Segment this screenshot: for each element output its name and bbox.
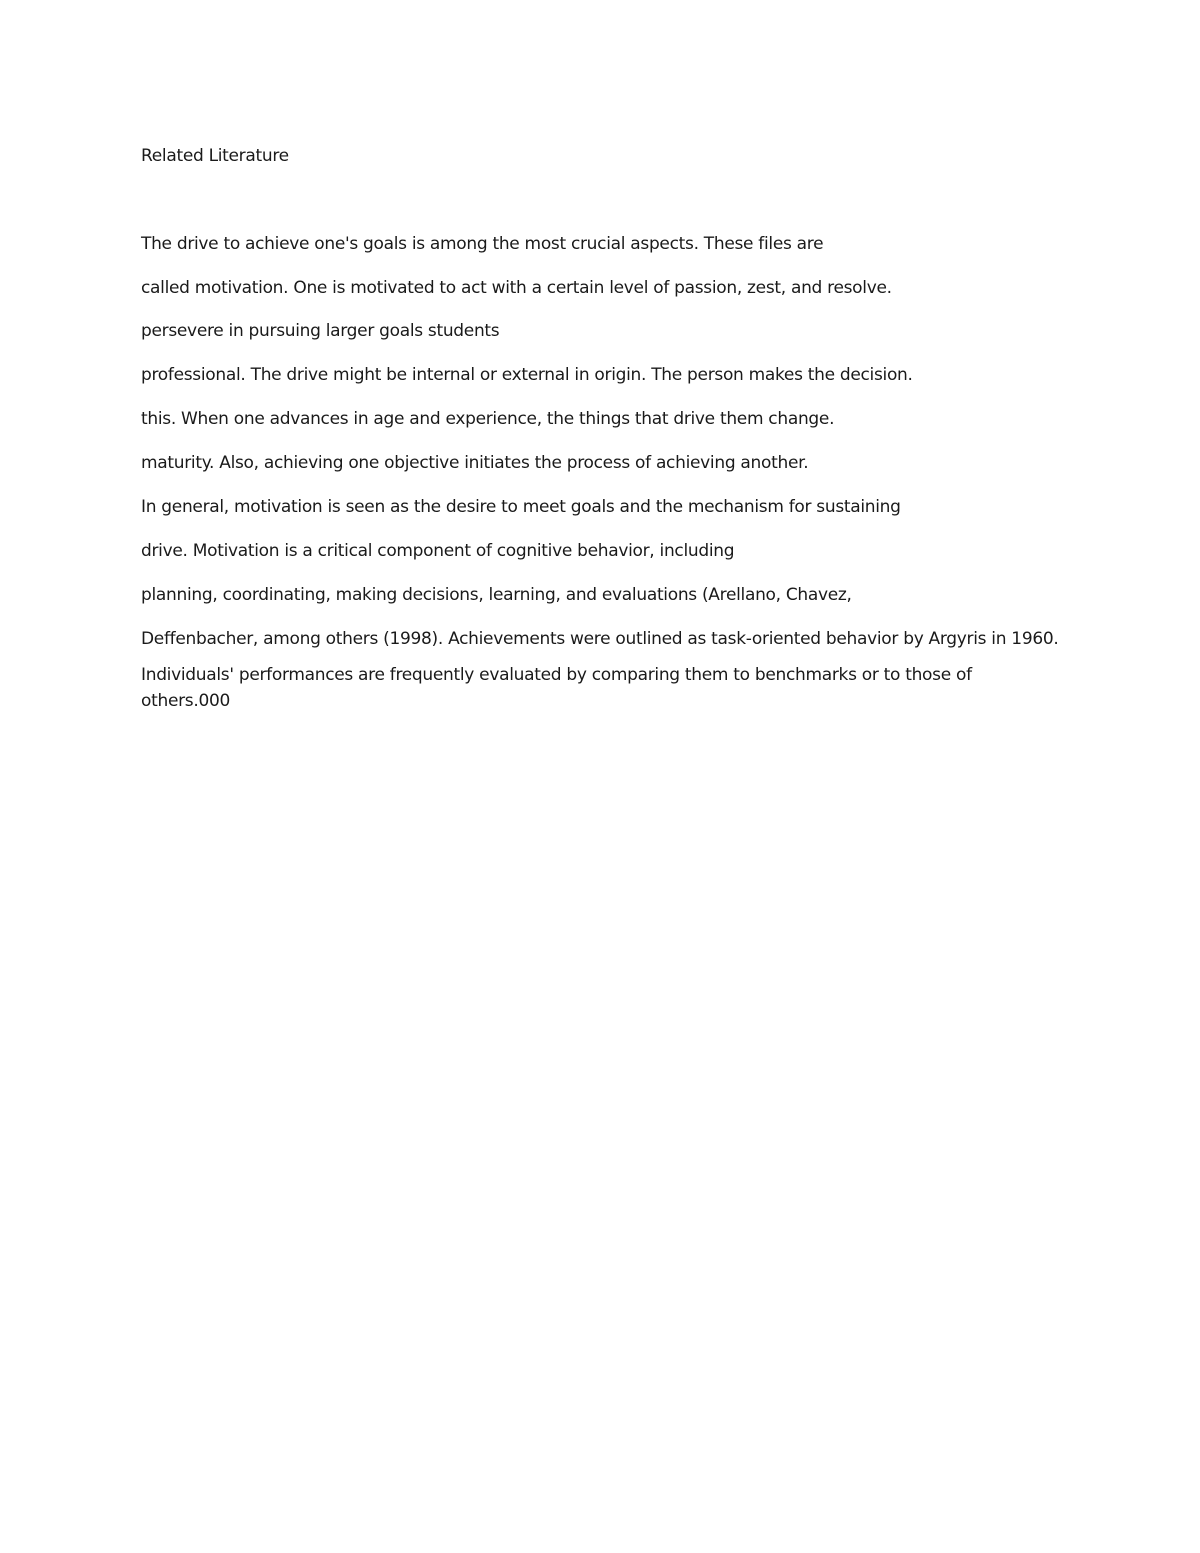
paragraph: In general, motivation is seen as the desire to meet goals and the mechanism for sustaining — [141, 497, 901, 517]
document-title: Related Literature — [141, 146, 289, 166]
paragraph: Individuals' performances are frequently evaluated by comparing them to benchmarks or to those of others.000 — [141, 665, 972, 711]
paragraph: Deffenbacher, among others (1998). Achievements were outlined as task-oriented behavior by Argyris in 1960. — [141, 629, 1059, 649]
document-body — [141, 143, 1061, 714]
paragraph: professional. The drive might be internal or external in origin. The person makes the decision. — [141, 365, 913, 385]
paragraph: drive. Motivation is a critical component of cognitive behavior, including — [141, 541, 735, 561]
paragraph: called motivation. One is motivated to act with a certain level of passion, zest, and resolve. — [141, 278, 892, 298]
paragraph: persevere in pursuing larger goals students — [141, 321, 500, 341]
paragraph: planning, coordinating, making decisions, learning, and evaluations (Arellano, Chavez, — [141, 585, 852, 605]
paragraph: this. When one advances in age and experience, the things that drive them change. — [141, 409, 835, 429]
paragraph: maturity. Also, achieving one objective initiates the process of achieving another. — [141, 453, 809, 473]
paragraph: The drive to achieve one's goals is among the most crucial aspects. These files are — [141, 234, 824, 254]
